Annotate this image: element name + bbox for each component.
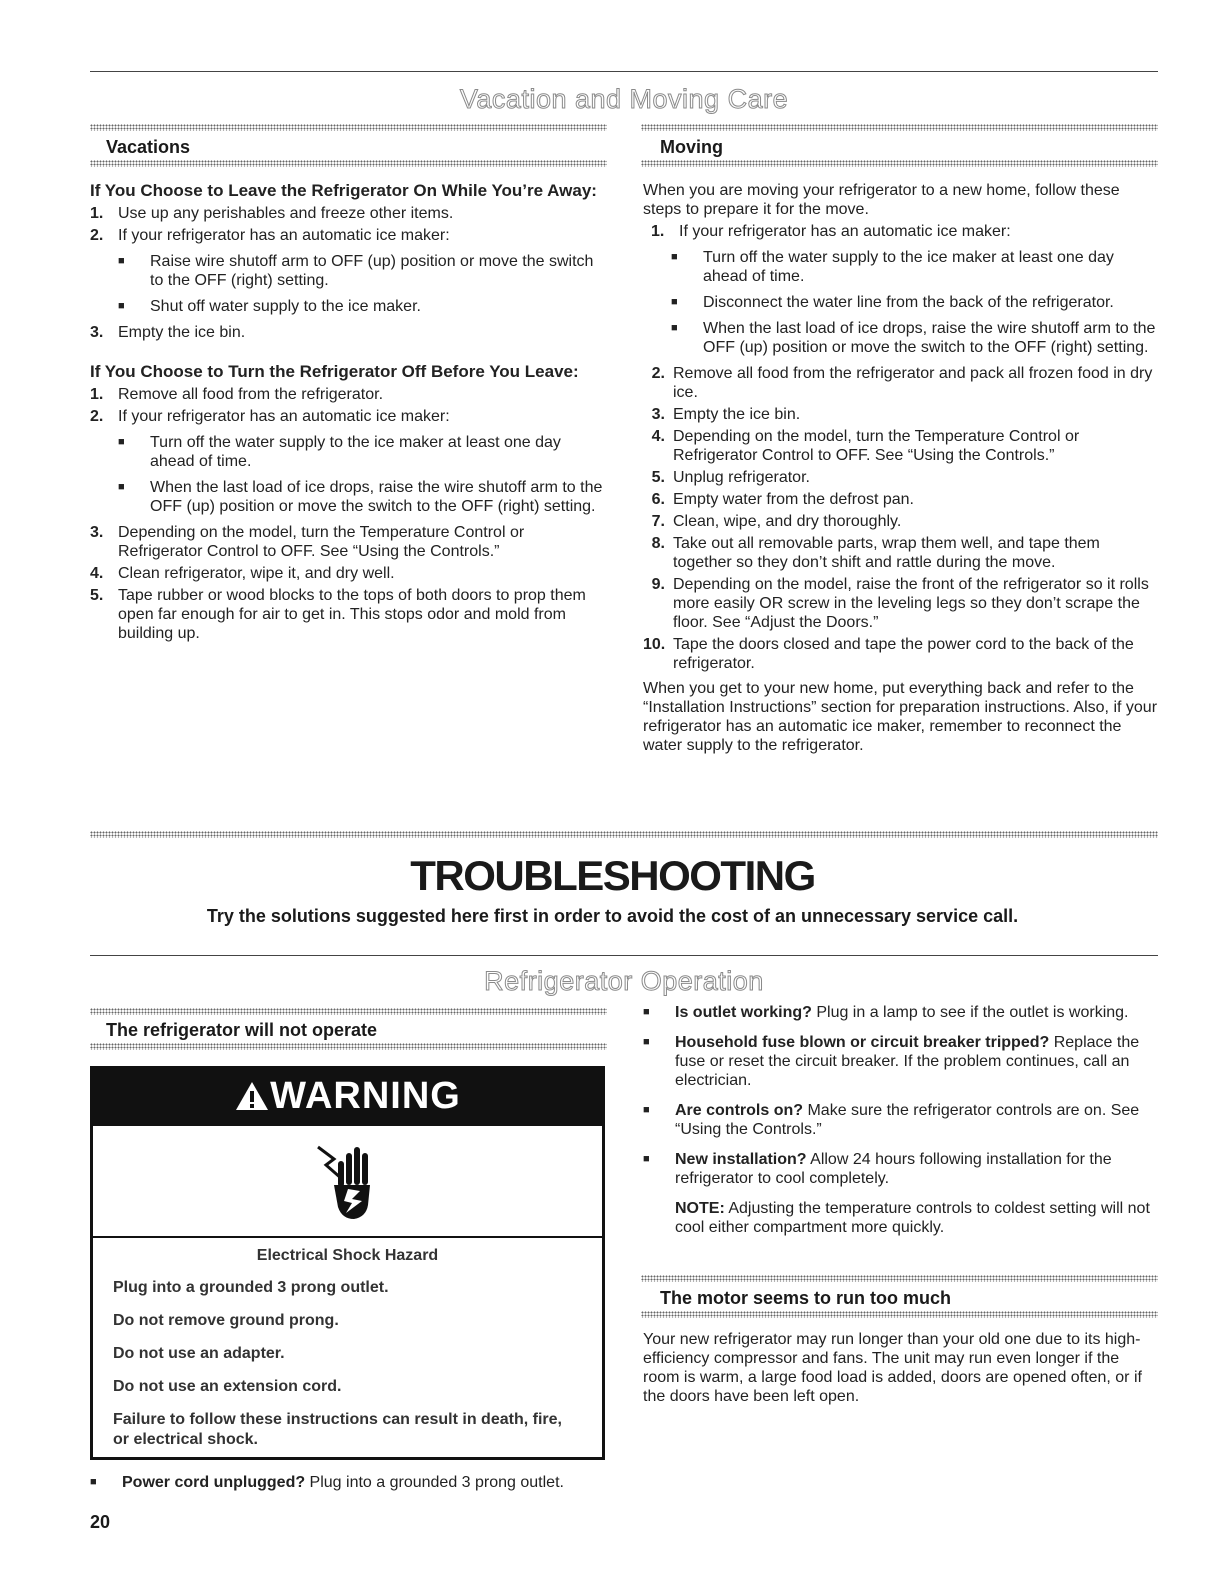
warning-text	[93, 1238, 602, 1450]
dotted-rule	[641, 1275, 1158, 1282]
section-title-vacation: Vacation and Moving Care	[459, 84, 789, 114]
list-item: 2. Remove all food from the refrigerator and pack all frozen food in dry ice.	[651, 365, 1153, 401]
warning-triangle-icon	[234, 1080, 270, 1112]
bullet-item: ■ Turn off the water supply to the ice maker at least one day ahead of time.	[118, 434, 561, 470]
dotted-rule	[641, 1311, 1158, 1318]
moving-content	[643, 181, 1158, 758]
bullet-item: ■ When the last load of ice drops, raise the wire shutoff arm to the OFF (up) position or move the switch to the OFF (right) setting.	[671, 320, 1156, 356]
bullet-icon: ■	[643, 1153, 650, 1165]
bullet-icon: ■	[118, 436, 125, 448]
bullet-icon: ■	[671, 296, 678, 308]
hazard-title: Electrical Shock Hazard	[256, 1247, 439, 1264]
bullet-item: ■ Turn off the water supply to the ice maker at least one day ahead of time.	[671, 249, 1114, 285]
list-item: 1. If your refrigerator has an automatic ice maker:	[651, 223, 1011, 240]
list-item: 7. Clean, wipe, and dry thoroughly.	[651, 513, 902, 530]
not-operate-heading: The refrigerator will not operate	[106, 1020, 378, 1040]
bullet-icon: ■	[643, 1036, 650, 1048]
bullet-icon: ■	[118, 481, 125, 493]
dotted-rule	[90, 160, 607, 167]
bullet-item: ■ Shut off water supply to the ice maker.	[118, 298, 421, 315]
list-item: 3. Depending on the model, turn the Temperature Control or Refrigerator Control to OFF. See “Using the Controls.”	[90, 524, 525, 560]
list-item: 9. Depending on the model, raise the front of the refrigerator so it rolls more easily OR screw in the leveling legs so they don’t scrape the floor. See “Adjust the Doors.”	[651, 576, 1149, 631]
motor-heading: The motor seems to run too much	[660, 1288, 952, 1308]
leave-on-heading: If You Choose to Leave the Refrigerator On While You’re Away:	[90, 181, 597, 200]
list-item: 4. Clean refrigerator, wipe it, and dry well.	[90, 565, 395, 582]
troubleshooting-tagline: Try the solutions suggested here first in order to avoid the cost of an unnecessary service call.	[206, 906, 1019, 926]
turn-off-heading: If You Choose to Turn the Refrigerator Off Before You Leave:	[90, 362, 579, 381]
operation-checks	[643, 1003, 1158, 1237]
check-item: ■ Is outlet working? Plug in a lamp to see if the outlet is working.	[643, 1004, 1129, 1021]
bullet-icon: ■	[643, 1006, 650, 1018]
warning-label: WARNING	[270, 1074, 461, 1117]
dotted-rule	[641, 160, 1158, 167]
warning-line: Do not remove ground prong.	[113, 1312, 339, 1329]
moving-intro: When you are moving your refrigerator to a new home, follow these steps to prepare it for the move.	[643, 182, 1120, 218]
dotted-rule	[90, 831, 1158, 838]
top-rule	[90, 71, 1158, 72]
vacations-content	[90, 181, 605, 646]
bullet-icon: ■	[671, 322, 678, 334]
list-item: 4. Depending on the model, turn the Temperature Control or Refrigerator Control to OFF. See “Using the Controls.”	[651, 428, 1080, 464]
bullet-icon: ■	[90, 1476, 97, 1488]
page-title: TROUBLESHOOTING	[410, 852, 815, 899]
moving-heading: Moving	[660, 137, 723, 157]
page-number: 20	[90, 1512, 111, 1532]
list-item: 8. Take out all removable parts, wrap them well, and tape them together so they don’t shift and rattle during the move.	[651, 535, 1100, 571]
dotted-rule	[90, 124, 607, 131]
section-title-operation: Refrigerator Operation	[484, 966, 764, 996]
check-item: ■ New installation? Allow 24 hours following installation for the refrigerator to cool completely.	[643, 1151, 1112, 1187]
vacations-heading: Vacations	[106, 137, 191, 157]
moving-outro: When you get to your new home, put everything back and refer to the “Installation Instructions” section for preparation instructions. Also, if your refrigerator has an automatic ice maker, remember to reconnect the water supply to the refrigerator.	[643, 680, 1158, 754]
bullet-icon: ■	[671, 251, 678, 263]
warning-box	[90, 1066, 605, 1460]
warning-line: Plug into a grounded 3 prong outlet.	[113, 1279, 389, 1296]
warning-line: Failure to follow these instructions can result in death, fire, or electrical shock.	[113, 1411, 562, 1448]
shock-hazard-icon	[93, 1126, 602, 1238]
list-item: 3. Empty the ice bin.	[651, 406, 801, 423]
dotted-rule	[90, 1008, 607, 1015]
list-item: 5. Tape rubber or wood blocks to the tops of both doors to prop them open far enough for air to get in. This stops odor and mold from building up.	[90, 587, 586, 642]
list-item: 3. Empty the ice bin.	[90, 324, 246, 341]
list-item: 5. Unplug refrigerator.	[651, 469, 810, 486]
list-item: 6. Empty water from the defrost pan.	[651, 491, 914, 508]
dotted-rule	[641, 124, 1158, 131]
check-item: ■ Household fuse blown or circuit breaker tripped? Replace the fuse or reset the circuit breaker. If the problem continues, call an electrician.	[643, 1034, 1140, 1089]
section-rule	[90, 955, 1158, 956]
power-cord-item: ■ Power cord unplugged? Plug into a grounded 3 prong outlet.	[90, 1474, 564, 1491]
list-item: 1. Use up any perishables and freeze other items.	[90, 205, 454, 222]
warning-header	[93, 1069, 602, 1126]
bullet-item: ■ Disconnect the water line from the back of the refrigerator.	[671, 294, 1114, 311]
bullet-icon: ■	[643, 1104, 650, 1116]
warning-line: Do not use an extension cord.	[113, 1378, 342, 1395]
check-item: ■ Are controls on? Make sure the refrigerator controls are on. See “Using the Controls.”	[643, 1102, 1140, 1138]
bullet-item: ■ When the last load of ice drops, raise the wire shutoff arm to the OFF (up) position or move the switch to the OFF (right) setting.	[118, 479, 603, 515]
bullet-icon: ■	[118, 300, 125, 312]
note: NOTE: Adjusting the temperature controls to coldest setting will not cool either compartment more quickly.	[675, 1200, 1150, 1236]
list-item: 2. If your refrigerator has an automatic ice maker:	[90, 408, 450, 425]
motor-text: Your new refrigerator may run longer than your old one due to its high-efficiency compressor and fans. The unit may run even longer if the room is warm, a large food load is added, doors are opened often, or if the doors have been left open.	[643, 1331, 1142, 1405]
list-item: 1. Remove all food from the refrigerator.	[90, 386, 384, 403]
bullet-item: ■ Raise wire shutoff arm to OFF (up) position or move the switch to the OFF (right) setting.	[118, 253, 594, 289]
bullet-icon: ■	[118, 255, 125, 267]
dotted-rule	[90, 1043, 607, 1050]
list-item: 10. Tape the doors closed and tape the power cord to the back of the refrigerator.	[643, 636, 1134, 672]
list-item: 2. If your refrigerator has an automatic ice maker:	[90, 227, 450, 244]
warning-line: Do not use an adapter.	[113, 1345, 285, 1362]
